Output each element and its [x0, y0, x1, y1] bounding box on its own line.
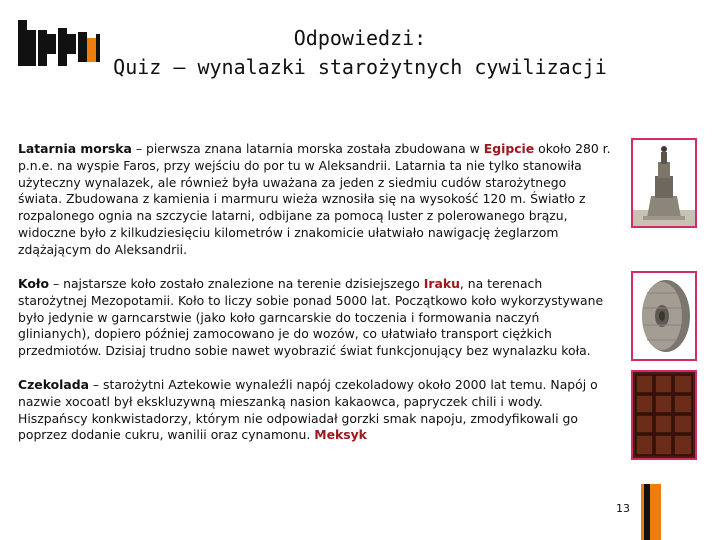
lighthouse-image	[631, 138, 697, 228]
stone-wheel-image	[631, 271, 697, 361]
title-line-2: Quiz – wynalazki starożytnych cywilizacji	[113, 55, 607, 79]
text-wheel-b: , na terenach starożytnej Mezopotamii. Koło to liczy sobie ponad 5000 lat. Początkowo koło wykorzystywane było jedynie w garncarstwie (jako koło garncarskie do toczenia i formowania naczyń glinianych), dopiero później zamocowano je do wozów, co ułatwiało transport ciężkich przedmiotów. Dzisiaj trudno sobie nawet wyobrazić świat funkcjonujący bez wynalazku koła.	[18, 276, 604, 359]
term-chocolate: Czekolada	[18, 377, 89, 392]
term-wheel: Koło	[18, 276, 50, 291]
page-title	[100, 24, 620, 82]
text-lighthouse-b: około 280 r. p.n.e. na wyspie Faros, przy wejściu do por tu w Aleksandrii. Latarnia ta nie tylko stanowiła użyteczny wynalazek, ale również była uważana za jeden z siedmiu cudów starożytnego świata. Zbudowana z kamienia i marmuru wieża wznosiła się na wysokość 120 m. Światło z rozpalonego ognia na szczycie latarni, odbijane za pomocą luster z polerowanego brązu, widoczne było z kilkudziesięciu kilometrów i znakomicie ułatwiało nawigację żeglarzom zdążającym do Aleksandrii.	[18, 141, 611, 257]
text-chocolate-a: – starożytni Aztekowie wynaleźli napój czekoladowy około 2000 lat temu. Napój o nazwie xocoatl był ekskluzywną mieszanką nasion kakaowca, papryczek chili i wody. Hiszpańscy konkwistadorzy, którym nie odpowiadał gorzki smak napoju, zmodyfikowali go poprzez dodanie cukru, wanilii oraz cynamonu.	[18, 377, 598, 443]
section-wheel	[18, 276, 612, 360]
section-lighthouse	[18, 141, 612, 259]
footer-accent-line	[644, 484, 650, 540]
chocolate-bar-image	[631, 370, 697, 460]
text-wheel-a: – najstarsze koło zostało znalezione na terenie dzisiejszego	[49, 276, 424, 291]
highlight-iraq: Iraku	[423, 276, 460, 291]
page-number: 13	[616, 502, 630, 515]
text-lighthouse-a: – pierwsza znana latarnia morska została zbudowana w	[131, 141, 484, 156]
section-chocolate	[18, 377, 612, 444]
highlight-mexico: Meksyk	[314, 427, 367, 443]
highlight-egypt: Egipcie	[483, 141, 535, 156]
logo	[18, 20, 100, 66]
term-lighthouse: Latarnia morska	[18, 141, 132, 156]
title-line-1: Odpowiedzi:	[293, 26, 427, 50]
